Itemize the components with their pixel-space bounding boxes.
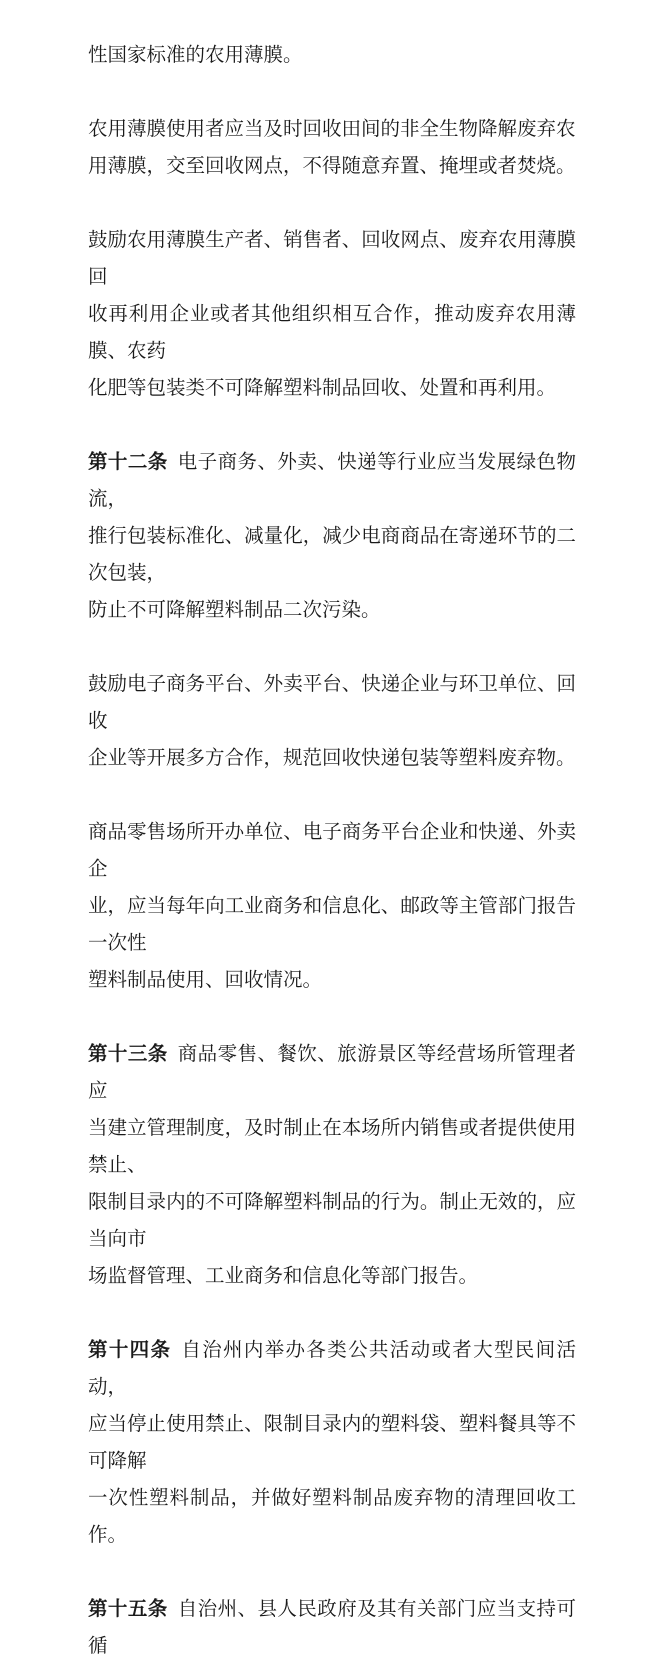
paragraph-text: 自治州、县人民政府及其有关部门应当支持可循 [88,1597,576,1657]
paragraph-film-recycling [88,73,576,184]
paragraph-text: 鼓励电子商务平台、外卖平台、快递企业与环卫单位、回收 企业等开展多方合作，规范回收快递包装等塑料废弃物。 [88,672,576,769]
article-15 [88,1553,576,1664]
document-body [88,0,576,1664]
article-label: 第十三条 [88,1042,168,1065]
paragraph-text: 性国家标准的农用薄膜。 [88,43,303,66]
paragraph-platform-cooperation [88,628,576,776]
article-label: 第十二条 [88,450,168,473]
article-label: 第十四条 [88,1338,172,1361]
paragraph-continuation [88,0,576,73]
paragraph-cooperation [88,184,576,406]
article-13 [88,998,576,1294]
paragraph-text: 电子商务、外卖、快递等行业应当发展绿色物流， 推行包装标准化、减量化，减少电商商品在寄递环节的二次包装， 防止不可降解塑料制品二次污染。 [88,450,576,621]
paragraph-annual-report [88,776,576,998]
paragraph-text: 鼓励农用薄膜生产者、销售者、回收网点、废弃农用薄膜回 收再利用企业或者其他组织相互合作，推动废弃农用薄膜、农药 化肥等包装类不可降解塑料制品回收、处置和再利用。 [88,228,576,399]
article-12 [88,406,576,628]
paragraph-text: 商品零售场所开办单位、电子商务平台企业和快递、外卖企 业，应当每年向工业商务和信息化、邮政等主管部门报告一次性 塑料制品使用、回收情况。 [88,820,576,991]
paragraph-text: 商品零售、餐饮、旅游景区等经营场所管理者应 当建立管理制度，及时制止在本场所内销售或者提供使用禁止、 限制目录内的不可降解塑料制品的行为。制止无效的，应当向市 场监督管理、工业商务和信息化等部门报告。 [88,1042,576,1287]
article-14 [88,1294,576,1553]
paragraph-text: 农用薄膜使用者应当及时回收田间的非全生物降解废弃农 用薄膜，交至回收网点，不得随意弃置、掩埋或者焚烧。 [88,117,576,177]
article-label: 第十五条 [88,1597,168,1620]
paragraph-text: 自治州内举办各类公共活动或者大型民间活动， 应当停止使用禁止、限制目录内的塑料袋、塑料餐具等不可降解 一次性塑料制品，并做好塑料制品废弃物的清理回收工作。 [88,1338,576,1546]
